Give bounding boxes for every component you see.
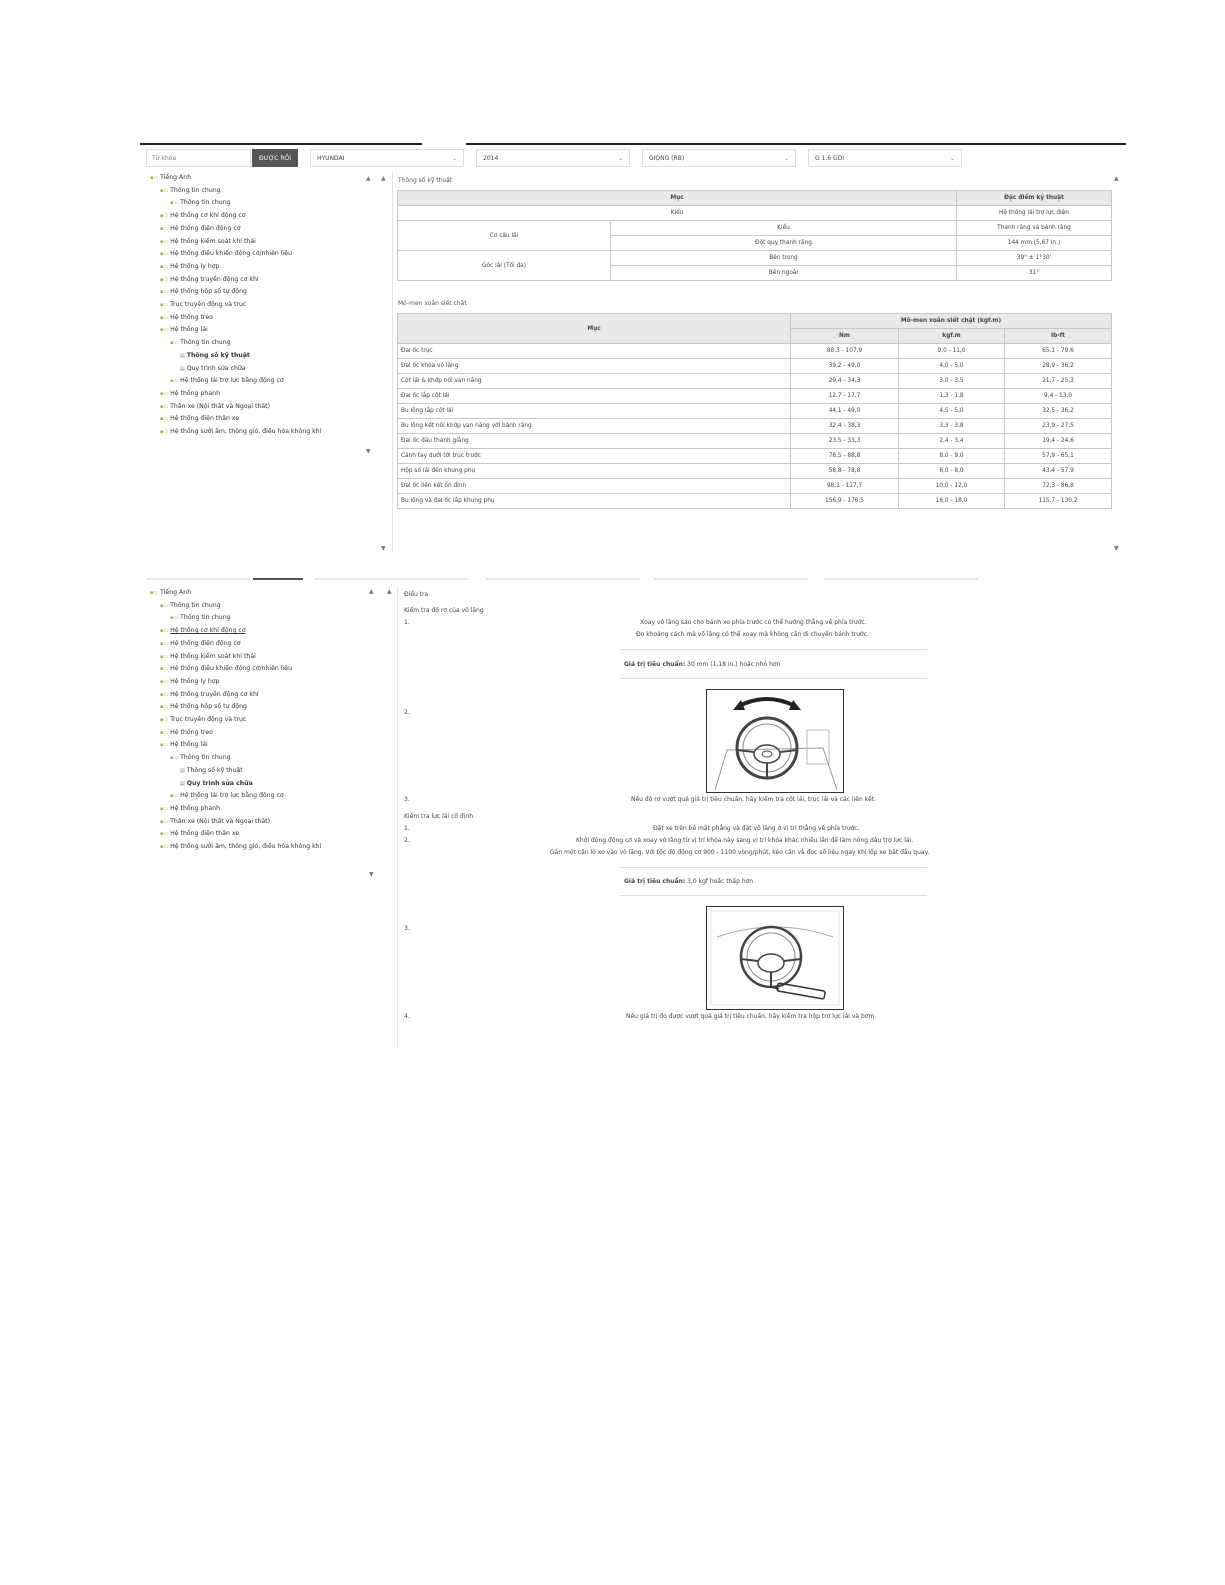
tree-item-label: Hệ thống phanh xyxy=(170,389,220,397)
torque-cell-item: Đai ốc trục xyxy=(398,344,791,359)
torque-section-title: Mô-men xoắn siết chặt xyxy=(398,300,467,307)
folder-icon: ▪▭ xyxy=(170,340,179,347)
step-number: 2. xyxy=(404,837,410,844)
table-row xyxy=(398,374,1112,389)
document-icon: ▤ xyxy=(180,767,185,774)
tree-item-label: Hệ thống ly hợp xyxy=(170,677,220,685)
tree-item-label: Hệ thống lái trợ lực bằng động cơ xyxy=(180,792,284,800)
steering-wheel-illustration xyxy=(707,690,843,792)
torque-cell-kgfm: 4,5 - 5,0 xyxy=(899,404,1005,419)
table-row xyxy=(398,314,1112,329)
specs-table xyxy=(397,190,1112,281)
table-row xyxy=(398,191,1112,206)
tree-item-label: Hệ thống điện thân xe xyxy=(170,830,240,838)
torque-head-kgfm: kgf.m xyxy=(899,329,1005,344)
make-select-value: HYUNDAI xyxy=(317,154,345,162)
content-scroll-down-icon[interactable]: ▼ xyxy=(1114,545,1119,552)
panel-divider xyxy=(397,587,398,1047)
tree-item-label: Thân xe (Nội thất và Ngoại thất) xyxy=(170,402,271,410)
torque-cell-kgfm: 16,0 - 18,0 xyxy=(899,494,1005,509)
tree-item-label: Hệ thống điện động cơ xyxy=(170,639,241,647)
tree-item-label: Thông tin chung xyxy=(180,339,231,347)
steering-effort-figure xyxy=(706,906,844,1010)
step-number: 1. xyxy=(404,619,410,626)
tree-item-label: Hệ thống điều khiển động cơ/nhiên liệu xyxy=(170,665,292,673)
tree-item[interactable] xyxy=(150,197,375,210)
step-number: 1. xyxy=(404,825,410,832)
folder-icon: ▪▭ xyxy=(160,225,169,232)
torque-head-torque: Mô-men xoắn siết chặt (kgf.m) xyxy=(791,314,1112,329)
steering-wheel-freeplay-figure xyxy=(706,689,844,793)
tree-item[interactable] xyxy=(150,337,375,350)
folder-icon: ▪▭ xyxy=(170,200,179,207)
tree-item-label: Trục truyền động và trục xyxy=(170,301,247,309)
tree-item[interactable] xyxy=(150,739,375,752)
specs-gear-type-value: Thanh răng và bánh răng xyxy=(956,221,1111,236)
chevron-down-icon: ⌄ xyxy=(783,154,789,162)
standard-value-text: 3,0 kgf hoặc thấp hơn xyxy=(685,878,754,885)
torque-cell-lbft: 65,1 - 79,6 xyxy=(1005,344,1112,359)
torque-cell-kgfm: 3,3 - 3,8 xyxy=(899,419,1005,434)
tree-item[interactable] xyxy=(150,752,375,765)
specs-rack-stroke-label: Đột quỵ thanh răng xyxy=(611,236,957,251)
scroll-up-arrow-icon[interactable]: ▲ xyxy=(366,175,371,182)
tree-item[interactable] xyxy=(150,803,375,816)
tree-item-label: Hệ thống điện động cơ xyxy=(170,224,241,232)
specs-section-title: Thông số kỹ thuật xyxy=(398,177,453,184)
tree-item-label: Hệ thống lái trợ lực bằng động cơ xyxy=(180,377,284,385)
table-row xyxy=(398,434,1112,449)
folder-icon: ▪▭ xyxy=(160,818,169,825)
freeplay-step-1: Xoay vô lăng sao cho bánh xe phía trước có thể hướng thẳng về phía trước. xyxy=(640,619,867,626)
top-rule-right xyxy=(466,143,1126,145)
freeplay-subtitle: Kiểm tra độ rơ của vô lăng xyxy=(404,607,484,614)
tree-item[interactable] xyxy=(150,236,375,249)
specs-gear-label: Cơ cấu lái xyxy=(398,221,611,251)
table-row xyxy=(398,464,1112,479)
table-row xyxy=(398,359,1112,374)
tree-item-label: Hệ thống lái xyxy=(170,326,208,334)
specs-gear-type-label: Kiểu xyxy=(611,221,957,236)
torque-cell-nm: 12,7 - 17,7 xyxy=(791,389,899,404)
toolbar xyxy=(146,149,976,167)
tree-item-label: Thông số kỹ thuật xyxy=(186,766,243,774)
tree-item[interactable] xyxy=(150,312,375,325)
specs-inner-label: Bên trong xyxy=(611,251,957,266)
specs-type-label: Kiểu xyxy=(398,206,957,221)
torque-cell-kgfm: 6,0 - 8,0 xyxy=(899,464,1005,479)
torque-cell-kgfm: 2,4 - 3,4 xyxy=(899,434,1005,449)
torque-cell-item: Đai ốc liên kết ổn định xyxy=(398,479,791,494)
tree-item-label: Hệ thống sưởi ấm, thông gió, điều hòa không khí xyxy=(170,428,322,436)
document-icon: ▤ xyxy=(180,352,185,359)
folder-icon: ▪▭ xyxy=(160,805,169,812)
tree-item[interactable] xyxy=(150,727,375,740)
standard-value-text: 30 mm (1,18 in.) hoặc nhỏ hơn xyxy=(685,661,781,668)
torque-cell-item: Đai ốc lắp cột lái xyxy=(398,389,791,404)
folder-icon: ▪▭ xyxy=(160,263,169,270)
tree-item[interactable] xyxy=(150,299,375,312)
standard-value-1 xyxy=(624,661,780,668)
tab-underline xyxy=(824,578,978,580)
chevron-down-icon: ⌄ xyxy=(949,154,955,162)
torque-cell-item: Bu lông và đai ốc lắp khung phụ xyxy=(398,494,791,509)
tree-item[interactable] xyxy=(150,778,375,791)
folder-icon: ▪▭ xyxy=(160,238,169,245)
tree-item[interactable] xyxy=(150,426,375,439)
standard-value-label: Giá trị tiêu chuẩn: xyxy=(624,878,686,885)
torque-cell-lbft: 23,9 - 27,5 xyxy=(1005,419,1112,434)
tree-item[interactable] xyxy=(150,663,375,676)
tree-item[interactable] xyxy=(150,651,375,664)
torque-cell-lbft: 21,7 - 25,3 xyxy=(1005,374,1112,389)
tree-item-label: Quy trình sửa chữa xyxy=(186,364,246,372)
divider-line xyxy=(620,678,927,679)
torque-cell-lbft: 115,7 - 130,2 xyxy=(1005,494,1112,509)
tab-underline xyxy=(486,578,640,580)
torque-head-nm: Nm xyxy=(791,329,899,344)
tree-item[interactable] xyxy=(150,324,375,337)
torque-cell-kgfm: 4,0 - 5,0 xyxy=(899,359,1005,374)
step-number: 4. xyxy=(404,1013,410,1020)
folder-icon: ▪▭ xyxy=(160,251,169,258)
effort-step-1: Đặt xe trên bề mặt phẳng và đặt vô lăng ở vị trí thẳng về phía trước. xyxy=(653,825,860,832)
search-button[interactable]: ĐƯỢC RỒI xyxy=(252,149,298,167)
table-row xyxy=(398,494,1112,509)
torque-table xyxy=(397,313,1112,509)
table-row xyxy=(398,251,1112,266)
torque-cell-lbft: 28,9 - 36,2 xyxy=(1005,359,1112,374)
search-input[interactable] xyxy=(146,149,251,167)
torque-cell-nm: 29,4 - 34,3 xyxy=(791,374,899,389)
tree-root[interactable]: ▪▭ Tiếng Anh xyxy=(150,174,192,181)
tree-item[interactable] xyxy=(150,828,375,841)
content-scroll-up-icon[interactable]: ▲ xyxy=(1114,175,1119,182)
torque-cell-nm: 44,1 - 49,0 xyxy=(791,404,899,419)
tree-item[interactable] xyxy=(150,841,375,854)
scroll-down-arrow-icon[interactable]: ▼ xyxy=(381,545,386,552)
tree-item[interactable] xyxy=(150,625,375,638)
tree-item-label: Hệ thống hộp số tự động xyxy=(170,703,247,711)
folder-icon: ▪▭ xyxy=(160,327,169,334)
tree-item-label: Hệ thống phanh xyxy=(170,804,220,812)
table-row xyxy=(398,404,1112,419)
folder-icon: ▪▭ xyxy=(160,213,169,220)
torque-head-item: Mục xyxy=(398,314,791,344)
folder-icon: ▪▭ xyxy=(160,704,169,711)
tree-item-label: Thông tin chung xyxy=(180,199,231,207)
tree-item[interactable] xyxy=(150,600,375,613)
panel-divider xyxy=(392,172,393,552)
folder-icon: ▪▭ xyxy=(160,314,169,321)
torque-cell-nm: 156,9 - 176,5 xyxy=(791,494,899,509)
make-select[interactable] xyxy=(310,149,464,167)
tree-item-label: Thông tin chung xyxy=(170,186,221,194)
tree-item[interactable] xyxy=(150,413,375,426)
tree-item[interactable] xyxy=(150,388,375,401)
torque-cell-item: Cánh tay dưới tới trục trước xyxy=(398,449,791,464)
tree-item[interactable] xyxy=(150,689,375,702)
specs-outer-value: 31° xyxy=(956,266,1111,281)
torque-cell-kgfm: 3,0 - 3,5 xyxy=(899,374,1005,389)
effort-step-2: Khởi động động cơ và xoay vô lăng từ vị trí khóa này sang vị trí khóa khác nhiều lần để làm nóng dầu trợ lực lái. xyxy=(576,837,914,844)
steering-effort-subtitle: Kiểm tra lực lái cố định xyxy=(404,813,473,820)
effort-step-2b: Gắn một cân lò xo vào vô lăng. Với tốc độ động cơ 900 - 1100 vòng/phút, kéo cân và đọc số liệu ngay khi lốp xe bắt đầu quay. xyxy=(550,849,930,856)
torque-cell-item: Cột lái & khớp nối van năng xyxy=(398,374,791,389)
torque-cell-item: Bu lông kết nối khớp van năng với bánh răng xyxy=(398,419,791,434)
torque-cell-lbft: 19,4 - 24,6 xyxy=(1005,434,1112,449)
chevron-down-icon: ⌄ xyxy=(617,154,623,162)
torque-cell-nm: 98,1 - 117,7 xyxy=(791,479,899,494)
freeplay-step-1b: Đo khoảng cách mà vô lăng có thể xoay mà không cần di chuyển bánh trước. xyxy=(636,631,869,638)
torque-cell-nm: 39,2 - 49,0 xyxy=(791,359,899,374)
folder-icon: ▪▭ xyxy=(160,678,169,685)
torque-cell-kgfm: 10,0 - 12,0 xyxy=(899,479,1005,494)
tree-item[interactable] xyxy=(150,223,375,236)
tab-underline xyxy=(654,578,808,580)
folder-icon: ▪▭ xyxy=(160,666,169,673)
folder-icon: ▪▭ xyxy=(160,276,169,283)
tree-item-label: Hệ thống lái xyxy=(170,741,208,749)
tree-item-label: Hệ thống treo xyxy=(170,313,213,321)
table-row xyxy=(398,479,1112,494)
specs-head-spec: Đặc điểm kỹ thuật xyxy=(956,191,1111,206)
scroll-down-arrow-icon[interactable]: ▼ xyxy=(369,871,374,878)
tree-item[interactable] xyxy=(150,701,375,714)
folder-icon: ▪▭ xyxy=(170,615,179,622)
torque-cell-kgfm: 9,0 - 11,0 xyxy=(899,344,1005,359)
tree-item[interactable] xyxy=(150,261,375,274)
standard-value-2 xyxy=(624,878,753,885)
tree-item-label: Hệ thống sưởi ấm, thông gió, điều hòa không khí xyxy=(170,843,322,851)
divider-line xyxy=(620,867,927,868)
tree-item[interactable] xyxy=(150,676,375,689)
tree-item[interactable] xyxy=(150,612,375,625)
engine-select-value: G 1.6 GDI xyxy=(815,154,845,162)
step-number: 3. xyxy=(404,925,410,932)
specs-inner-value: 39° ± 1°30' xyxy=(956,251,1111,266)
torque-cell-kgfm: 1,3 - 1,8 xyxy=(899,389,1005,404)
tree-item[interactable] xyxy=(150,401,375,414)
specs-angle-label: Góc lái (Tối đa) xyxy=(398,251,611,281)
folder-icon: ▪▭ xyxy=(160,429,169,436)
folder-icon: ▪▭ xyxy=(160,742,169,749)
tree-item-label: Thông tin chung xyxy=(170,601,221,609)
specs-head-item: Mục xyxy=(398,191,957,206)
torque-cell-nm: 78,5 - 88,8 xyxy=(791,449,899,464)
folder-icon: ▪▭ xyxy=(160,403,169,410)
torque-cell-lbft: 57,9 - 65,1 xyxy=(1005,449,1112,464)
tree-item-label: Thông tin chung xyxy=(180,754,231,762)
divider-line xyxy=(620,649,927,650)
table-row xyxy=(398,449,1112,464)
freeplay-step-3: Nếu độ rơ vượt quá giá trị tiêu chuẩn, hãy kiểm tra cột lái, trục lái và các liên kết. xyxy=(631,796,877,803)
tree-item-label: Hệ thống điều khiển động cơ/nhiên liệu xyxy=(170,250,292,258)
tab-underline xyxy=(314,578,468,580)
tree-root[interactable]: ▪▭ Tiếng Anh xyxy=(150,589,192,596)
divider-line xyxy=(620,895,927,896)
folder-icon: ▪▭ xyxy=(160,187,169,194)
tree-item-label: Hệ thống truyền động cơ khí xyxy=(170,275,259,283)
tree-item[interactable] xyxy=(150,638,375,651)
folder-icon: ▪▭ xyxy=(160,831,169,838)
table-row xyxy=(398,221,1112,236)
tree-item[interactable] xyxy=(150,248,375,261)
torque-head-lbft: lb-ft xyxy=(1005,329,1112,344)
tree-item-label: Hệ thống cơ khí động cơ xyxy=(170,627,246,635)
folder-icon: ▪▭ xyxy=(160,729,169,736)
torque-cell-nm: 88,3 - 107,9 xyxy=(791,344,899,359)
year-select-value: 2014 xyxy=(483,154,499,162)
folder-icon: ▪▭ xyxy=(160,416,169,423)
engine-select[interactable] xyxy=(808,149,962,167)
tree-item[interactable] xyxy=(150,274,375,287)
folder-icon: ▪▭ xyxy=(170,793,179,800)
torque-cell-lbft: 43,4 - 57,9 xyxy=(1005,464,1112,479)
tree-item-label: Thông tin chung xyxy=(180,614,231,622)
document-icon: ▤ xyxy=(180,780,185,787)
folder-icon: ▪▭ xyxy=(150,175,159,181)
folder-icon: ▪▭ xyxy=(160,390,169,397)
table-row xyxy=(398,419,1112,434)
folder-icon: ▪▭ xyxy=(160,844,169,851)
folder-icon: ▪▭ xyxy=(170,378,179,385)
tree-item-label: Hệ thống ly hợp xyxy=(170,262,220,270)
tree-item-label: Hệ thống điện thân xe xyxy=(170,415,240,423)
step-number: 3. xyxy=(404,796,410,803)
folder-icon: ▪▭ xyxy=(150,590,159,596)
folder-icon: ▪▭ xyxy=(170,755,179,762)
torque-cell-item: Bu lông lắp cột lái xyxy=(398,404,791,419)
tree-item[interactable] xyxy=(150,185,375,198)
scroll-up-arrow-icon[interactable]: ▲ xyxy=(387,588,392,595)
specs-rack-stroke-value: 144 mm (5,67 in.) xyxy=(956,236,1111,251)
folder-icon: ▪▭ xyxy=(160,602,169,609)
tree-item[interactable] xyxy=(150,765,375,778)
tree-item[interactable] xyxy=(150,363,375,376)
tree-item-label: Hệ thống truyền động cơ khí xyxy=(170,690,259,698)
scroll-up-arrow-icon[interactable]: ▲ xyxy=(369,588,374,595)
standard-value-label: Giá trị tiêu chuẩn: xyxy=(624,661,686,668)
torque-cell-item: Đai ốc khóa vô lăng xyxy=(398,359,791,374)
specs-type-value: Hệ thống lái trợ lực điện xyxy=(956,206,1111,221)
torque-cell-nm: 32,4 - 38,3 xyxy=(791,419,899,434)
torque-cell-item: Đai ốc đầu thanh giằng xyxy=(398,434,791,449)
tree-item-label: Hệ thống kiểm soát khí thải xyxy=(170,237,256,245)
specs-outer-label: Bên ngoài xyxy=(611,266,957,281)
tree-item[interactable] xyxy=(150,816,375,829)
tree-item-label: Hệ thống hộp số tự động xyxy=(170,288,247,296)
step-number: 2. xyxy=(404,709,410,716)
folder-icon: ▪▭ xyxy=(160,628,169,635)
torque-cell-nm: 23,5 - 33,3 xyxy=(791,434,899,449)
tab-underline xyxy=(146,578,250,580)
folder-icon: ▪▭ xyxy=(160,640,169,647)
tree-item-label: Thân xe (Nội thất và Ngoại thất) xyxy=(170,817,271,825)
tree-item[interactable] xyxy=(150,790,375,803)
torque-cell-item: Hộp số lái đến khung phụ xyxy=(398,464,791,479)
effort-step-4: Nếu giá trị đo được vượt quá giá trị tiêu chuẩn, hãy kiểm tra hộp trợ lực lái và bơm. xyxy=(626,1013,877,1020)
tree-item[interactable] xyxy=(150,350,375,363)
spring-scale-illustration xyxy=(707,907,843,1009)
tree-item[interactable] xyxy=(150,714,375,727)
folder-icon: ▪▭ xyxy=(160,717,169,724)
folder-icon: ▪▭ xyxy=(160,289,169,296)
torque-cell-lbft: 32,5 - 36,2 xyxy=(1005,404,1112,419)
tree-item-label: Hệ thống cơ khí động cơ xyxy=(170,212,246,220)
torque-cell-kgfm: 8,0 - 9,0 xyxy=(899,449,1005,464)
model-select[interactable] xyxy=(642,149,796,167)
tree-item-label: Hệ thống treo xyxy=(170,728,213,736)
tab-underline-active xyxy=(253,578,303,580)
navigation-tree-1 xyxy=(150,172,375,439)
tree-item-label: Hệ thống kiểm soát khí thải xyxy=(170,652,256,660)
table-row xyxy=(398,389,1112,404)
year-select[interactable] xyxy=(476,149,630,167)
tree-item[interactable] xyxy=(150,375,375,388)
document-icon: ▤ xyxy=(180,365,185,372)
top-rule-left xyxy=(140,143,422,145)
folder-icon: ▪▭ xyxy=(160,302,169,309)
navigation-tree-2 xyxy=(150,587,375,854)
torque-cell-lbft: 9,4 - 13,0 xyxy=(1005,389,1112,404)
scroll-down-arrow-icon[interactable]: ▼ xyxy=(366,448,371,455)
model-select-value: GIỌNG (RB) xyxy=(649,154,685,162)
torque-cell-nm: 58,8 - 78,8 xyxy=(791,464,899,479)
tree-item-label: Thông số kỹ thuật xyxy=(186,351,250,359)
tree-item[interactable] xyxy=(150,210,375,223)
folder-icon: ▪▭ xyxy=(160,653,169,660)
table-row xyxy=(398,206,1112,221)
table-row xyxy=(398,344,1112,359)
scroll-up-arrow-icon[interactable]: ▲ xyxy=(381,175,386,182)
tree-item-label: Quy trình sửa chữa xyxy=(186,779,253,787)
tree-item-label: Trục truyền động và trục xyxy=(170,716,247,724)
inspection-title: Điều tra xyxy=(404,591,429,598)
folder-icon: ▪▭ xyxy=(160,691,169,698)
tree-item[interactable] xyxy=(150,286,375,299)
chevron-down-icon: ⌄ xyxy=(451,154,457,162)
torque-cell-lbft: 72,3 - 86,8 xyxy=(1005,479,1112,494)
